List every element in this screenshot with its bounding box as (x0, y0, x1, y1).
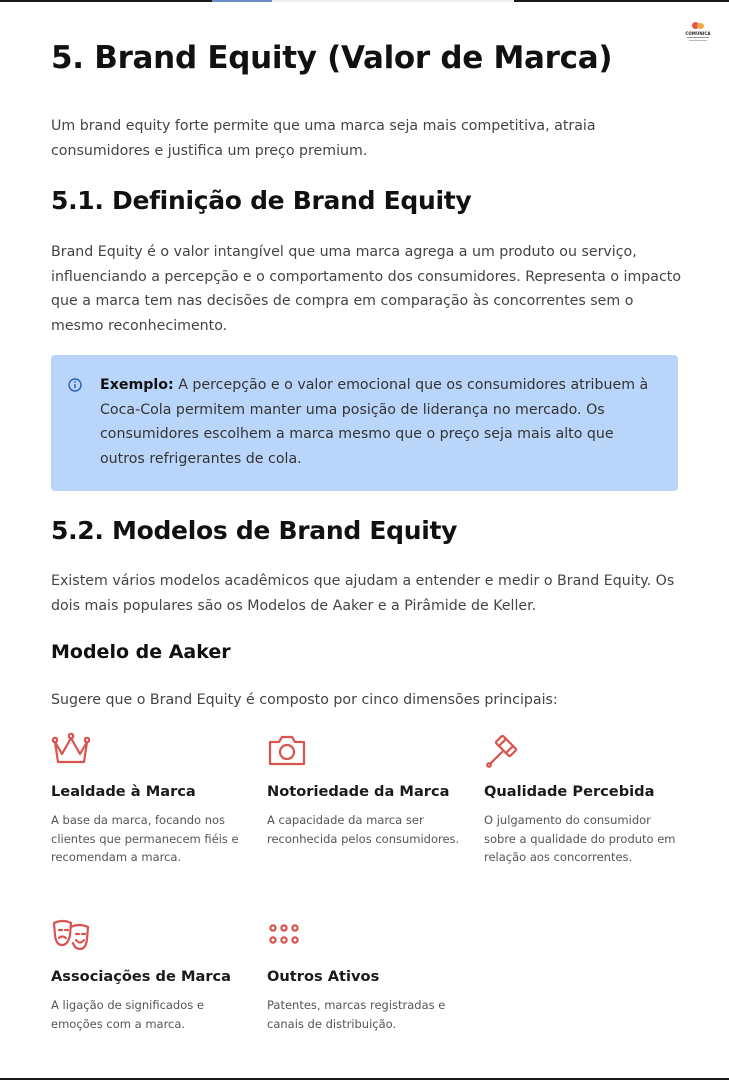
aaker-intro: Sugere que o Brand Equity é composto por cinco dimensões principais: (51, 692, 558, 708)
top-border (0, 0, 729, 2)
dimension-title: Outros Ativos (267, 968, 380, 985)
page-title: 5. Brand Equity (Valor de Marca) (51, 40, 613, 76)
theater-masks-icon (51, 917, 91, 953)
example-callout (51, 355, 678, 491)
dimension-title: Qualidade Percebida (484, 783, 655, 800)
logo-tagline-line (687, 37, 709, 38)
dimension-title: Lealdade à Marca (51, 783, 196, 800)
top-tab-indicator (212, 0, 272, 2)
info-circle-icon (68, 377, 82, 391)
camera-icon (267, 732, 307, 768)
dimension-title: Notoriedade da Marca (267, 783, 450, 800)
section-1-title: 5.1. Definição de Brand Equity (51, 186, 472, 215)
section-2-body: Existem vários modelos acadêmicos que ajudam a entender e medir o Brand Equity. Os dois mais populares são os Modelos de Aaker e a Pirâmide de Keller. (51, 573, 675, 614)
dimension-desc: A ligação de significados e emoções com a marca. (51, 998, 204, 1031)
dimension-desc: O julgamento do consumidor sobre a qualidade do produto em relação aos concorrentes. (484, 813, 676, 864)
intro-paragraph: Um brand equity forte permite que uma marca seja mais competitiva, atraia consumidores e justifica um preço premium. (51, 118, 596, 159)
logo-mark (692, 22, 704, 30)
crown-icon (51, 732, 91, 768)
brand-logo (684, 22, 712, 44)
dimension-desc: A capacidade da marca ser reconhecida pelos consumidores. (267, 813, 460, 846)
top-tab-track (272, 0, 514, 2)
logo-text: COMUNICA (685, 31, 711, 36)
callout-text (100, 373, 660, 471)
dimension-desc: Patentes, marcas registradas e canais de distribuição. (267, 998, 446, 1031)
section-1-body: Brand Equity é o valor intangível que uma marca agrega a um produto ou serviço, influenciando a percepção e o comportamento dos consumidores. Representa o impacto que a marca tem nas decisões de compra em comparação às concorrentes sem o mesmo reconhecimento. (51, 244, 682, 334)
logo-tagline-line (689, 40, 707, 41)
callout-label: Exemplo: (100, 377, 174, 393)
gavel-icon (484, 732, 524, 768)
aaker-title: Modelo de Aaker (51, 641, 231, 663)
section-2-title: 5.2. Modelos de Brand Equity (51, 516, 458, 545)
callout-body: A percepção e o valor emocional que os consumidores atribuem à Coca-Cola permitem manter uma posição de liderança no mercado. Os consumidores escolhem a marca mesmo que o preço seja mais alto que outros refrigerantes de cola. (100, 377, 649, 467)
dimension-title: Associações de Marca (51, 968, 232, 985)
dots-grid-icon (267, 917, 307, 953)
dimension-desc: A base da marca, focando nos clientes que permanecem fiéis e recomendam a marca. (51, 813, 239, 864)
